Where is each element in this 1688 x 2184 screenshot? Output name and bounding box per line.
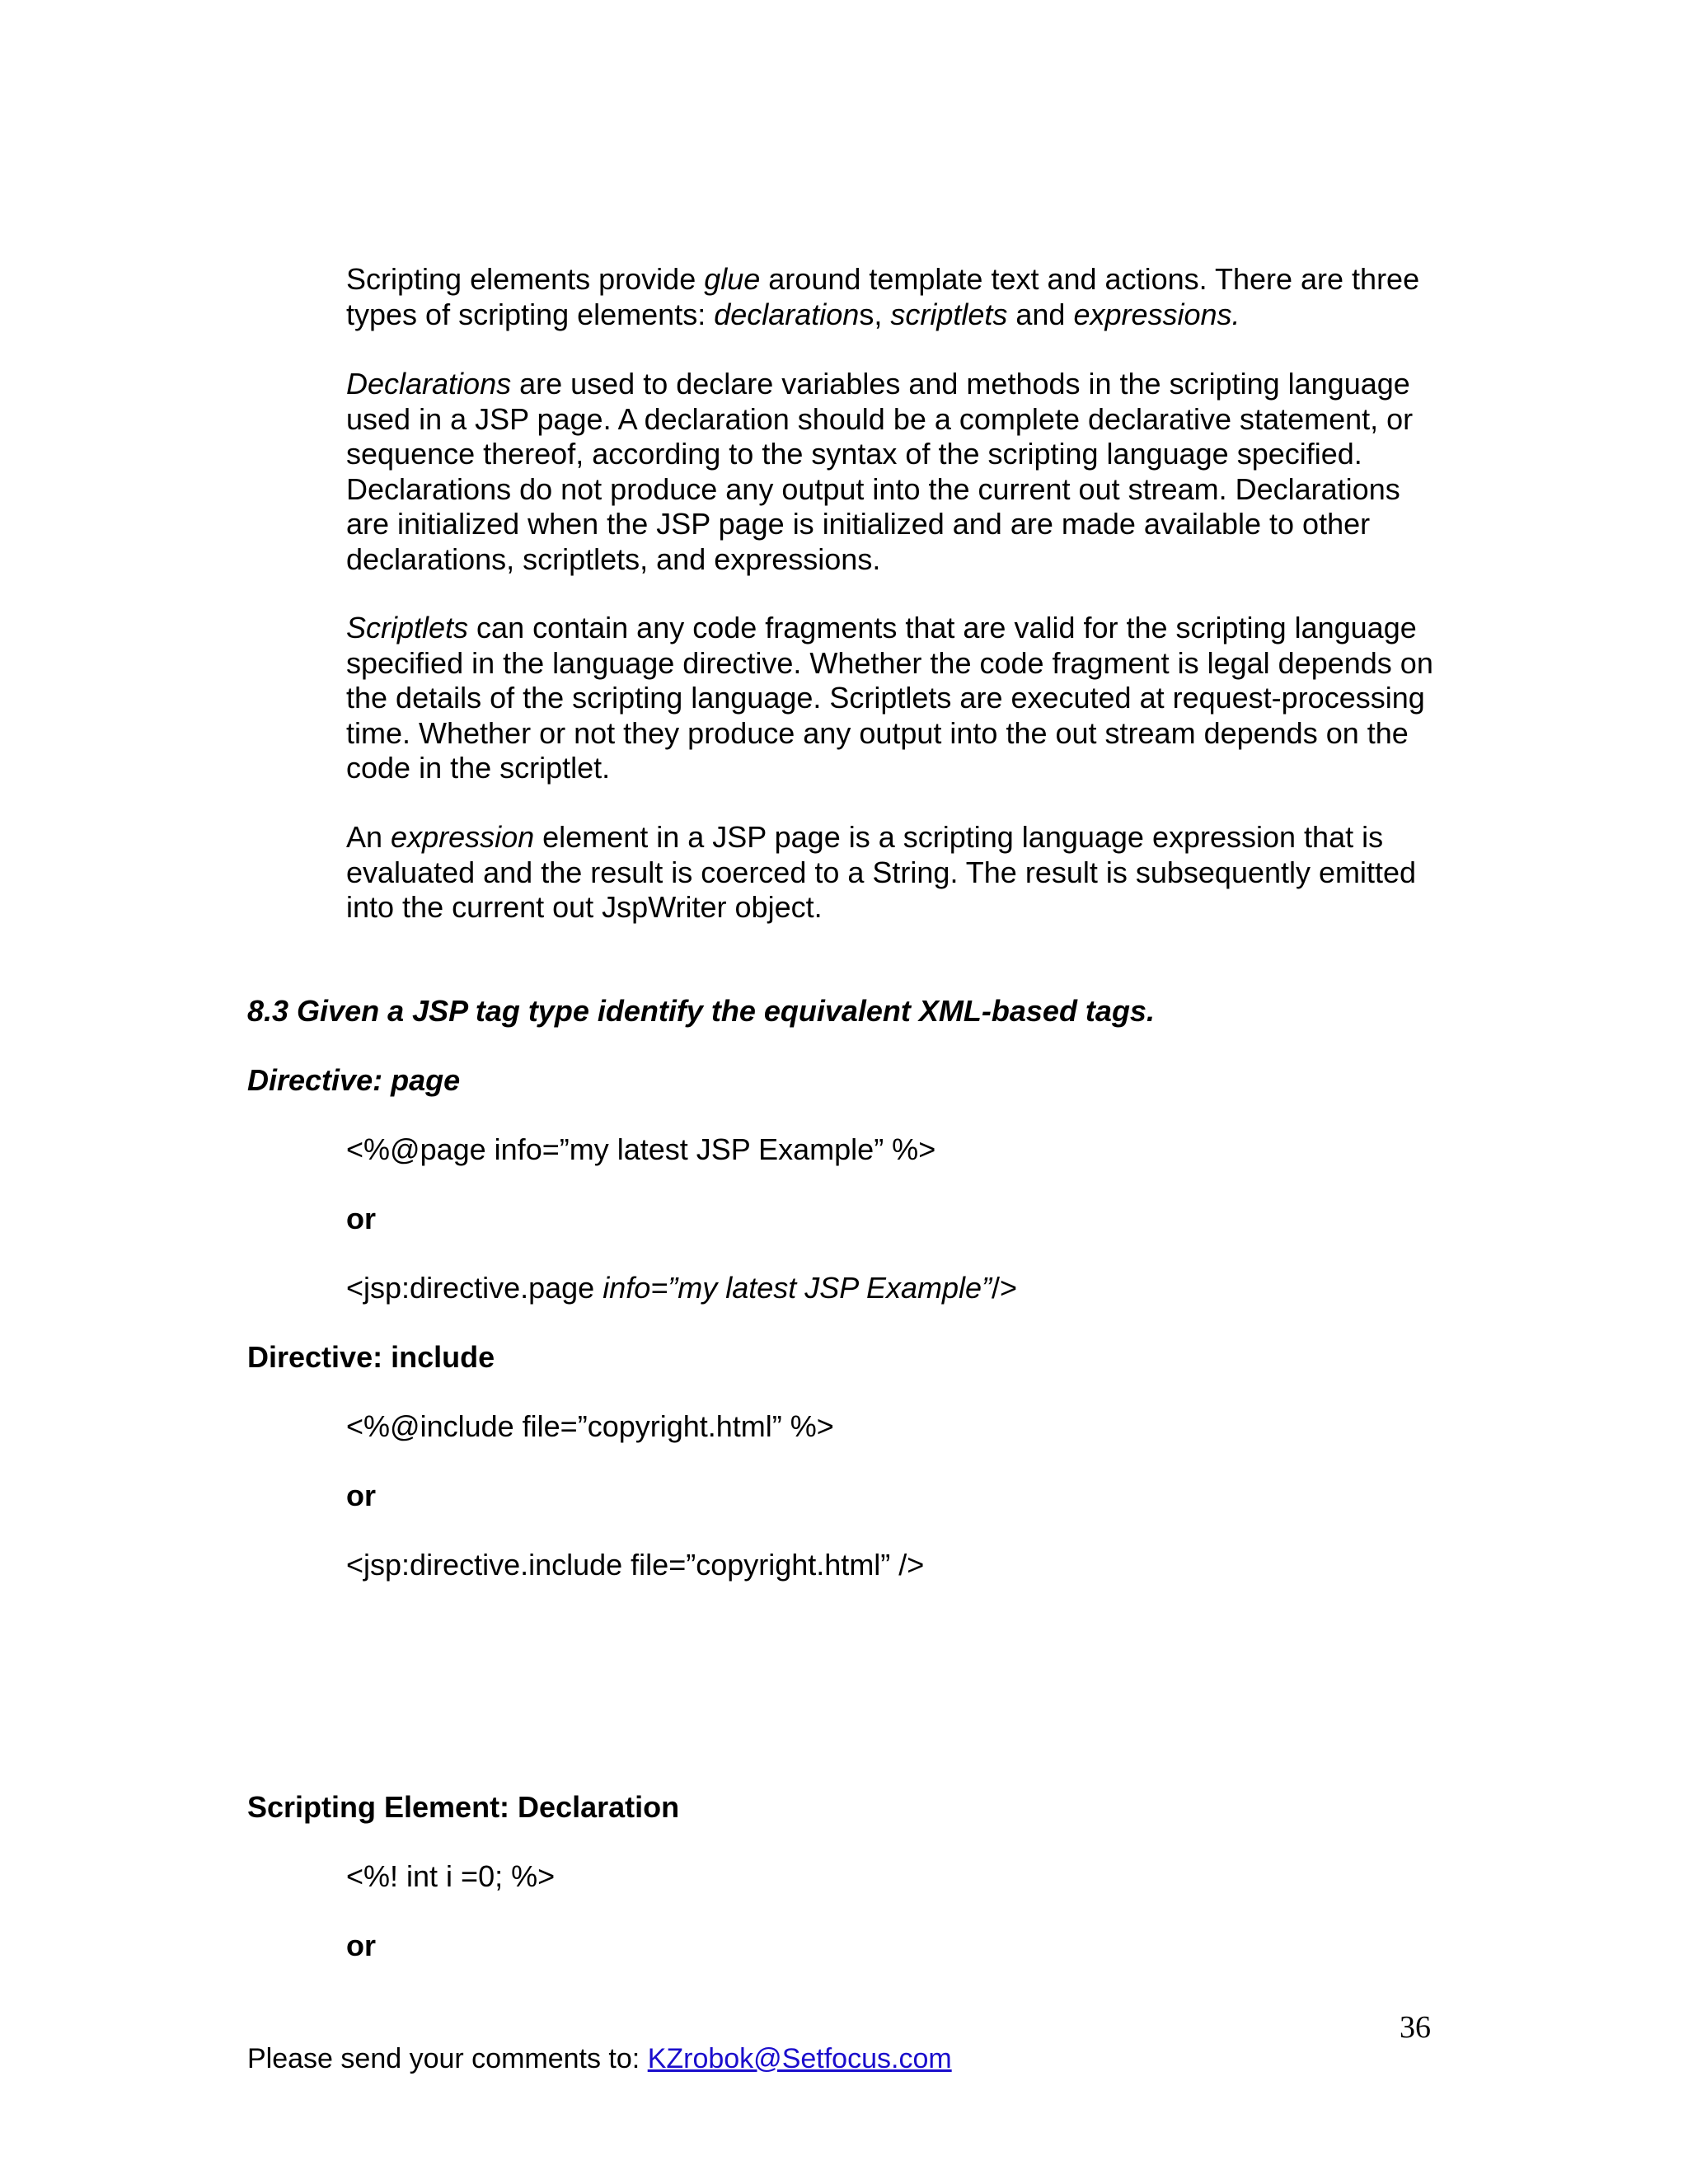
footer-email-link[interactable]: KZrobok@Setfocus.com (647, 2043, 952, 2074)
scripting-declaration-or: or (346, 1929, 376, 1962)
directive-include-heading: Directive: include (247, 1340, 495, 1374)
page-number: 36 (1400, 2010, 1431, 2045)
expressions-term: expressions. (1073, 297, 1240, 331)
section-heading: 8.3 Given a JSP tag type identify the equivalent XML-based tags. (247, 994, 1155, 1028)
declarations-term: Declarations (346, 367, 512, 401)
scripting-declaration-jsp-syntax: <%! int i =0; %> (346, 1859, 556, 1893)
intro-text-a: Scripting elements provide (346, 262, 705, 296)
directive-include-or: or (346, 1479, 376, 1512)
scriptlets-heading-term: Scriptlets (346, 611, 469, 644)
declaration-term: declaration (714, 297, 860, 331)
intro-text-b: around template text and actions. There are three types of scripting elements: (346, 262, 1420, 331)
xml-prefix: <jsp:directive.page (346, 1271, 603, 1305)
expression-term: expression (391, 820, 535, 854)
glue-term: glue (704, 262, 761, 296)
expression-text-a: An (346, 820, 392, 854)
declarations-paragraph (346, 367, 1451, 577)
scriptlets-term: scriptlets (890, 297, 1008, 331)
scriptlets-text: can contain any code fragments that are valid for the scripting language specified in the language directive. Whether the code fragment is legal depends on the details of the scripting language. Scriptlets are executed at request-processing time. Whether or not they produce any output into the out stream depends on the code in the scriptlet. (346, 611, 1433, 785)
scripting-declaration-heading: Scripting Element: Declaration (247, 1790, 680, 1824)
intro-text-s: s, (859, 297, 891, 331)
expression-text: element in a JSP page is a scripting language expression that is evaluated and the result is coerced to a String. The result is subsequently emitted into the current out JspWriter object. (346, 820, 1417, 924)
xml-suffix: /> (992, 1271, 1018, 1305)
directive-page-jsp-syntax: <%@page info=”my latest JSP Example” %> (346, 1132, 936, 1166)
intro-text-and: and (1007, 297, 1074, 331)
intro-paragraph (346, 262, 1451, 332)
xml-info-attr: info=”my latest JSP Example” (603, 1271, 992, 1305)
expression-paragraph (346, 820, 1451, 926)
directive-include-jsp-syntax: <%@include file=”copyright.html” %> (346, 1409, 834, 1443)
scriptlets-paragraph (346, 611, 1451, 786)
footer-text: Please send your comments to: (247, 2043, 648, 2074)
declarations-text: are used to declare variables and methods in the scripting language used in a JSP page. A declaration should be a complete declarative statement, or sequence thereof, according to the syntax of the scripting language specified. Declarations do not produce any output into the current out stream. Declarations are initialized when the JSP page is initialized and are made available to other declarations, scriptlets, and expressions. (346, 367, 1414, 576)
directive-page-heading: Directive: page (247, 1063, 461, 1097)
directive-page-or: or (346, 1202, 376, 1235)
directive-include-xml-syntax: <jsp:directive.include file=”copyright.html” /> (346, 1548, 925, 1582)
directive-page-xml-syntax (346, 1271, 1017, 1306)
footer (247, 2042, 952, 2075)
